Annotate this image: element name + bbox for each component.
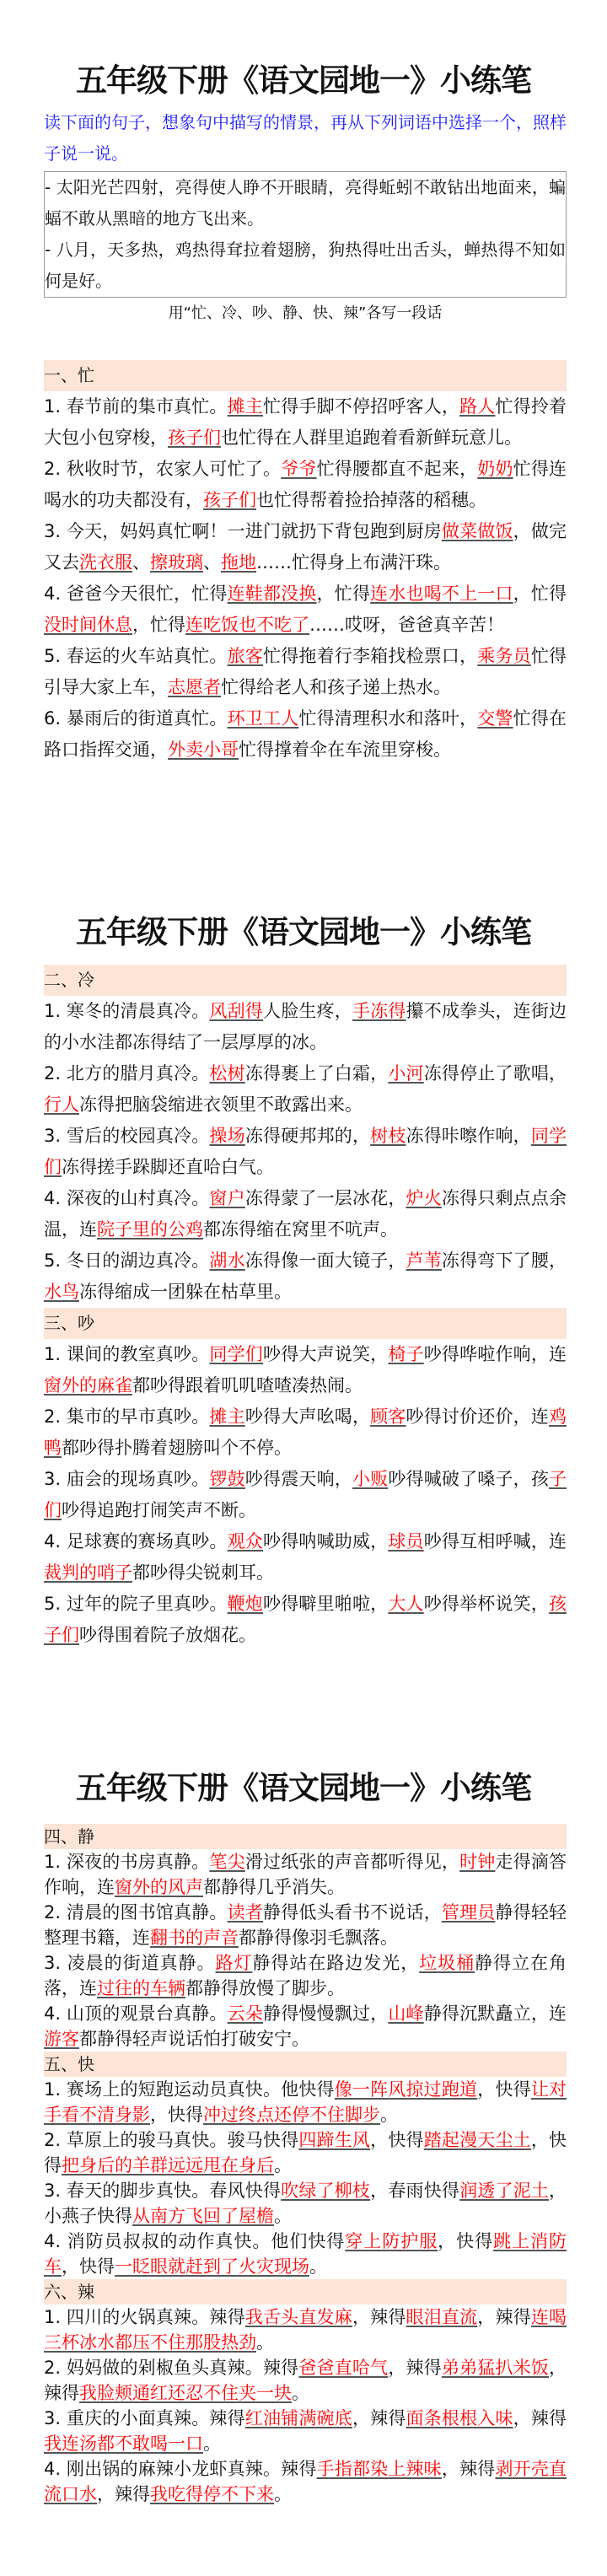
list-item (44, 1849, 567, 1900)
list-item (44, 2178, 567, 2229)
sentence-text: ，快得 (477, 2079, 531, 2100)
sentence-text: ，辣得 (44, 2358, 567, 2403)
highlighted-phrase: 润透了泥土 (459, 2181, 550, 2201)
sentence-text: 6. 暴雨后的街道真忙。 (44, 708, 228, 729)
highlighted-phrase: 像一阵风掠过跑道 (334, 2079, 478, 2100)
sentence-text: 1. 寒冬的清晨真冷。 (44, 1001, 210, 1021)
sentence-text: 3. 春天的脚步真快。春风快得 (44, 2181, 282, 2201)
highlighted-phrase: 踏起漫天尘土 (423, 2130, 531, 2150)
sentence-text: 5. 过年的院子里真吵。 (44, 1594, 228, 1614)
sentence-text: 走得滴答作响，连 (44, 1852, 567, 1897)
highlighted-phrase: 从南方飞回了屋檐 (132, 2206, 274, 2226)
highlighted-phrase: 垃圾桶 (419, 1953, 475, 1973)
sentence-text: 滑过纸张的声音都听得见， (244, 1852, 460, 1872)
highlighted-phrase: 行人 (44, 1094, 79, 1115)
highlighted-phrase: 爸爸直哈气 (298, 2358, 389, 2378)
highlighted-phrase: 球员 (388, 1531, 424, 1552)
highlighted-phrase: 窗外的麻雀 (44, 1375, 132, 1396)
list-item (44, 1121, 567, 1183)
highlighted-phrase: 连吃饭也不吃了 (185, 615, 309, 635)
sentence-text: 2. 北方的腊月真冷。 (44, 1063, 210, 1084)
sentence-text: 冻得硬邦邦的， (244, 1126, 371, 1146)
sentence-text: ，快得 (370, 2130, 424, 2150)
page-title: 五年级下册《语文园地一》小练笔 (76, 913, 531, 950)
example-sentence: - 太阳光芒四射，亮得使人睁不开眼睛，亮得蚯蚓不敢钻出地面来，蝙蝠不敢从黑暗的地方飞出来。 (45, 177, 566, 229)
sentence-text: ，春雨快得 (370, 2181, 460, 2201)
highlighted-phrase: 路灯 (215, 1953, 253, 1973)
sentence-text: 都吵得尖锐刺耳。 (132, 1562, 274, 1583)
sentence-text: 忙得拖着行李箱找检票口， (263, 646, 478, 666)
sentence-text: 忙得腰都直不起来， (316, 459, 478, 479)
highlighted-phrase: 山峰 (388, 2003, 424, 2024)
sentence-text: ……忙得身上布满汗珠。 (256, 552, 451, 573)
highlighted-phrase: 红油铺满碗底 (244, 2408, 352, 2428)
sentence-text: 1. 深夜的书房真静。 (44, 1852, 210, 1872)
sentence-text: 冻得像一面大镜子， (244, 1250, 406, 1271)
highlighted-phrase: 操场 (209, 1126, 245, 1146)
sentence-text: 冻得缩成一团躲在枯草里。 (79, 1282, 292, 1302)
list-item (44, 2304, 567, 2355)
sentence-text: 都静得像羽毛飘落。 (239, 1928, 398, 1948)
sentence-text: 5. 春运的火车站真忙。 (44, 646, 228, 666)
highlighted-phrase: 子们 (44, 1469, 567, 1520)
sentence-text: 攥不成拳头，连街边的小水洼都冻得结了一层厚厚的冰。 (44, 1001, 567, 1052)
list-item (44, 578, 567, 641)
highlighted-phrase: 鸡鸭 (44, 1406, 567, 1458)
highlighted-phrase: 路人 (459, 396, 496, 417)
sentence-text: 静得立在角落，连 (44, 1953, 567, 1998)
highlighted-phrase: 小贩 (352, 1469, 389, 1489)
sentence-text: 吵得大声吆喝， (244, 1406, 371, 1427)
highlighted-phrase: 爷爷 (281, 459, 317, 479)
sentence-text: 也忙得帮着捡拾掉落的稻穗。 (256, 490, 486, 510)
highlighted-phrase: 树枝 (370, 1126, 406, 1146)
highlighted-phrase: 环卫工人 (227, 708, 299, 729)
page-1 (0, 0, 607, 856)
list-item (44, 1950, 567, 2001)
sentence-text: 3. 庙会的现场真吵。 (44, 1469, 210, 1489)
sentence-text: 4. 山顶的观景台真静。 (44, 2003, 228, 2024)
sentence-text: 4. 足球赛的赛场真吵。 (44, 1531, 228, 1552)
list-item (44, 2456, 567, 2507)
sentence-text: 冻得裹上了白霜， (244, 1063, 389, 1084)
highlighted-phrase: 笔尖 (209, 1852, 245, 1872)
sentence-text: ，忙得 (513, 583, 567, 604)
section-heading: 五、快 (44, 2052, 567, 2077)
list-item (44, 1183, 567, 1245)
sentence-text: 静得慢慢飘过， (263, 2003, 389, 2024)
example-sentence: - 八月，天多热，鸡热得耷拉着翅膀，狗热得吐出舌头，蝉热得不知如何是好。 (45, 239, 566, 291)
instruction-text: 读下面的句子，想象句中描写的情景，再从下列词语中选择一个，照样子说一说。 (44, 112, 567, 164)
highlighted-phrase: 翻书的声音 (150, 1928, 239, 1948)
highlighted-phrase: 手指都染上辣味 (316, 2459, 442, 2479)
section-heading: 三、吵 (44, 1308, 567, 1339)
list-item (44, 641, 567, 703)
highlighted-phrase: 擦玻璃 (150, 552, 203, 573)
sentence-text: 2. 清晨的图书馆真静。 (44, 1902, 228, 1923)
highlighted-phrase: 管理员 (441, 1902, 496, 1923)
section-heading: 四、静 (44, 1824, 567, 1849)
list-item (44, 516, 567, 578)
sentence-text: 冻得只剩点点余温，连 (44, 1188, 567, 1240)
highlighted-phrase: 我连汤都不敢喝一口 (44, 2433, 203, 2454)
sentence-text: 冻得蒙了一层冰花， (244, 1188, 406, 1208)
sentence-text: 、 (132, 552, 150, 573)
sentence-text: ，辣得 (352, 2408, 406, 2428)
sentence-text: 1. 四川的火锅真辣。辣得 (44, 2307, 245, 2327)
highlighted-phrase: 做菜做饭 (441, 521, 513, 541)
sentence-text: 3. 凌晨的街道真静。 (44, 1953, 216, 1973)
highlighted-phrase: 炉火 (406, 1188, 442, 1208)
highlighted-phrase: 同学们 (44, 1126, 567, 1177)
sentence-text: ，快得 (44, 2130, 567, 2175)
list-item (44, 703, 567, 766)
highlighted-phrase: 四蹄生风 (298, 2130, 371, 2150)
section-heading: 二、冷 (44, 965, 567, 996)
sentence-text: ，辣得 (441, 2459, 496, 2479)
sentence-text: 。 (292, 2383, 309, 2403)
highlighted-phrase: 我舌头直发麻 (244, 2307, 352, 2327)
sentence-text: 吵得举杯说笑， (423, 1594, 550, 1614)
sentence-text: 。 (274, 2155, 292, 2175)
list-item (44, 1589, 567, 1651)
highlighted-phrase: 把身后的羊群远远甩在身后 (62, 2155, 274, 2175)
sentence-text: 。 (203, 2433, 221, 2454)
section-heading: 六、辣 (44, 2279, 567, 2304)
list-item (44, 996, 567, 1058)
sentence-text: 都吵得跟着叽叽喳喳凑热闹。 (132, 1375, 363, 1396)
sentence-text: 。 (309, 2256, 327, 2277)
highlighted-phrase: 外卖小哥 (168, 739, 239, 760)
highlighted-phrase: 连水也喝不上一口 (370, 583, 513, 604)
sentence-text: 2. 妈妈做的剁椒鱼头真辣。辣得 (44, 2358, 299, 2378)
page-3 (0, 1722, 607, 2576)
page-title: 五年级下册《语文园地一》小练笔 (76, 62, 531, 99)
highlighted-phrase: 面条根根入味 (406, 2408, 513, 2428)
highlighted-phrase: 水鸟 (44, 1282, 79, 1302)
highlighted-phrase: 观众 (227, 1531, 263, 1552)
sentence-text: 忙得连喝水的功夫都没有， (44, 459, 567, 510)
highlighted-phrase: 窗户 (209, 1188, 245, 1208)
page-2 (0, 856, 607, 1722)
sentence-text: 1. 课间的教室真吵。 (44, 1344, 210, 1364)
list-item (44, 1526, 567, 1589)
highlighted-phrase: 穿上防护服 (345, 2231, 438, 2251)
highlighted-phrase: 锣鼓 (209, 1469, 245, 1489)
sentence-text: 吵得追跑打闹笑声不断。 (62, 1500, 256, 1520)
sentence-text: 吵得哗啦作响，连 (423, 1344, 567, 1364)
highlighted-phrase: 冲过终点还停不住脚步 (203, 2105, 380, 2125)
sentence-text: ，忙得 (132, 615, 185, 635)
sentence-text: 冻得把脑袋缩进衣领里不敢露出来。 (79, 1094, 363, 1115)
highlighted-phrase: 手冻得 (352, 1001, 406, 1021)
sentence-text: ，做完又去 (44, 521, 567, 573)
sentence-text: 忙得拎着大包小包穿梭， (44, 396, 567, 448)
highlighted-phrase: 顾客 (370, 1406, 406, 1427)
sentence-text: 忙得引导大家上车， (44, 646, 567, 697)
highlighted-phrase: 风刮得 (209, 1001, 263, 1021)
sentence-text: 都吵得扑腾着翅膀叫个不停。 (62, 1438, 292, 1458)
sentence-text: 静得低头看书不说话， (263, 1902, 442, 1923)
highlighted-phrase: 摊主 (209, 1406, 245, 1427)
sentence-text: 4. 消防员叔叔的动作真快。他们快得 (44, 2231, 346, 2251)
example-box (44, 171, 567, 298)
highlighted-phrase: 旅客 (227, 646, 263, 666)
highlighted-phrase: 洗衣服 (79, 552, 132, 573)
sentence-text: 冻得弯下了腰， (441, 1250, 567, 1271)
highlighted-phrase: 院子里的公鸡 (97, 1219, 203, 1240)
highlighted-phrase: 一眨眼就赶到了火灾现场 (115, 2256, 309, 2277)
highlighted-phrase: 窗外的风声 (115, 1877, 203, 1897)
highlighted-phrase: 同学们 (209, 1344, 263, 1364)
sentence-text: 2. 集市的早市真吵。 (44, 1406, 210, 1427)
sentence-text: 、 (203, 552, 221, 573)
highlighted-phrase: 大人 (388, 1594, 424, 1614)
sentence-text: ……哎呀，爸爸真辛苦！ (309, 615, 504, 635)
list-item (44, 2001, 567, 2052)
sentence-text: 吵得喊破了嗓子，孩 (388, 1469, 550, 1489)
sentence-text: 。 (274, 2206, 292, 2226)
sentence-text: ，忙得 (316, 583, 371, 604)
highlighted-phrase: 我吃得停不下来 (150, 2484, 274, 2504)
sentence-text: 1. 赛场上的短跑运动员真快。他快得 (44, 2079, 335, 2100)
highlighted-phrase: 眼泪直流 (406, 2307, 478, 2327)
highlighted-phrase: 让对手看不清身影 (44, 2079, 567, 2125)
highlighted-phrase: 吹绿了柳枝 (281, 2181, 371, 2201)
highlighted-phrase: 椅子 (388, 1344, 424, 1364)
highlighted-phrase: 读者 (227, 1902, 263, 1923)
sentence-text: 。 (380, 2105, 398, 2125)
sentence-text: ，快得 (150, 2105, 203, 2125)
sentence-text: 忙得在路口指挥交通， (44, 708, 567, 760)
sentence-text: 都静得几乎消失。 (203, 1877, 345, 1897)
sentence-text: ，小燕子快得 (44, 2181, 567, 2226)
highlighted-phrase: 剥开壳直流口水 (44, 2459, 567, 2504)
sentence-text: ，辣得 (97, 2484, 150, 2504)
sentence-text: 吵得震天响， (244, 1469, 352, 1489)
sentence-text: 静得轻轻整理书籍，连 (44, 1902, 567, 1948)
sentence-text: 都静得放慢了脚步。 (185, 1978, 345, 1998)
list-item (44, 1401, 567, 1464)
sentence-text: 3. 重庆的小面真辣。辣得 (44, 2408, 245, 2428)
highlighted-phrase: 没时间休息 (44, 615, 132, 635)
sentence-text: 吵得讨价还价，连 (406, 1406, 550, 1427)
sentence-text: 静得站在路边发光， (252, 1953, 420, 1973)
highlighted-phrase: 裁判的哨子 (44, 1562, 132, 1583)
highlighted-phrase: 我脸颊通红还忍不住夹一块 (79, 2383, 292, 2403)
list-item (44, 2127, 567, 2178)
sentence-text: 5. 冬日的湖边真冷。 (44, 1250, 210, 1271)
highlighted-phrase: 弟弟猛扒米饭 (441, 2358, 550, 2378)
sentence-text: 4. 刚出锅的麻辣小龙虾真辣。辣得 (44, 2459, 317, 2479)
sentence-text: ，辣得 (352, 2307, 406, 2327)
sentence-text: ，快得 (62, 2256, 115, 2277)
sentence-text: 。 (256, 2332, 274, 2353)
highlighted-phrase: 孩子们 (168, 428, 221, 448)
highlighted-phrase: 时钟 (459, 1852, 496, 1872)
highlighted-phrase: 交警 (477, 708, 513, 729)
sentence-text: 4. 深夜的山村真冷。 (44, 1188, 210, 1208)
sentence-text: 冻得咔嚓作响， (406, 1126, 531, 1146)
sentence-text: 都静得轻声说话怕打破安宁。 (79, 2029, 309, 2049)
sentence-text: 吵得大声说笑， (263, 1344, 389, 1364)
highlighted-phrase: 鞭炮 (227, 1594, 263, 1614)
highlighted-phrase: 连喝三杯冰水都压不住那股热劲 (44, 2307, 567, 2353)
sentence-text: 也忙得在人群里追跑着看新鲜玩意儿。 (221, 428, 522, 448)
highlighted-phrase: 松树 (209, 1063, 245, 1084)
list-item (44, 1058, 567, 1121)
highlighted-phrase: 志愿者 (168, 677, 221, 697)
highlighted-phrase: 湖水 (209, 1250, 245, 1271)
sentence-text: 吵得围着院子放烟花。 (79, 1625, 256, 1645)
sentence-text: 。 (274, 2484, 292, 2504)
list-item (44, 1464, 567, 1526)
highlighted-phrase: 乘务员 (477, 646, 531, 666)
sentence-text: ，辣得 (513, 2408, 567, 2428)
highlighted-phrase: 孩子们 (44, 1594, 567, 1645)
highlighted-phrase: 奶奶 (477, 459, 513, 479)
list-item (44, 1339, 567, 1401)
sentence-text: 3. 雪后的校园真冷。 (44, 1126, 210, 1146)
sentence-text: 忙得清理积水和落叶， (298, 708, 478, 729)
list-item (44, 1900, 567, 1950)
page-title: 五年级下册《语文园地一》小练笔 (76, 1769, 531, 1806)
sentence-text: 冻得搓手跺脚还直哈白气。 (62, 1157, 274, 1177)
list-item (44, 454, 567, 516)
sentence-text: 静得沉默矗立，连 (423, 2003, 567, 2024)
sentence-text: 忙得给老人和孩子递上热水。 (221, 677, 451, 697)
sentence-text: 2. 秋收时节，农家人可忙了。 (44, 459, 282, 479)
highlighted-phrase: 孩子们 (203, 490, 256, 510)
list-item (44, 2229, 567, 2279)
list-item (44, 2355, 567, 2406)
sentence-text: 人脸生疼， (263, 1001, 352, 1021)
list-item (44, 391, 567, 454)
sentence-text: ，辣得 (388, 2358, 442, 2378)
highlighted-phrase: 云朵 (227, 2003, 263, 2024)
highlighted-phrase: 芦苇 (406, 1250, 442, 1271)
highlighted-phrase: 拖地 (221, 552, 256, 573)
sentence-text: ，辣得 (477, 2307, 531, 2327)
sentence-text: 3. 今天，妈妈真忙啊！一进门就扔下背包跑到厨房 (44, 521, 442, 541)
highlighted-phrase: 摊主 (227, 396, 263, 417)
sentence-text: 吵得互相呼喊，连 (423, 1531, 567, 1552)
sentence-text: 忙得手脚不停招呼客人， (263, 396, 460, 417)
task-text: 用“忙、冷、吵、静、快、辣”各写一段话 (168, 304, 443, 322)
sentence-text: 1. 春节前的集市真忙。 (44, 396, 228, 417)
sentence-text: 吵得呐喊助威， (263, 1531, 389, 1552)
sentence-text: 4. 爸爸今天很忙，忙得 (44, 583, 228, 604)
sentence-text: ，快得 (438, 2231, 494, 2251)
sentence-text: 2. 草原上的骏马真快。骏马快得 (44, 2130, 299, 2150)
highlighted-phrase: 游客 (44, 2029, 79, 2049)
highlighted-phrase: 跳上消防车 (44, 2231, 567, 2277)
sentence-text: 冻得停止了歌唱， (423, 1063, 567, 1084)
sentence-text: 都冻得缩在窝里不吭声。 (203, 1219, 398, 1240)
section-heading: 一、忙 (44, 360, 567, 391)
highlighted-phrase: 连鞋都没换 (227, 583, 317, 604)
highlighted-phrase: 小河 (388, 1063, 424, 1084)
sentence-text: 吵得噼里啪啦， (263, 1594, 389, 1614)
list-item (44, 2077, 567, 2127)
highlighted-phrase: 过往的车辆 (97, 1978, 185, 1998)
list-item (44, 1245, 567, 1308)
sentence-text: 忙得撑着伞在车流里穿梭。 (239, 739, 451, 760)
list-item (44, 2406, 567, 2456)
